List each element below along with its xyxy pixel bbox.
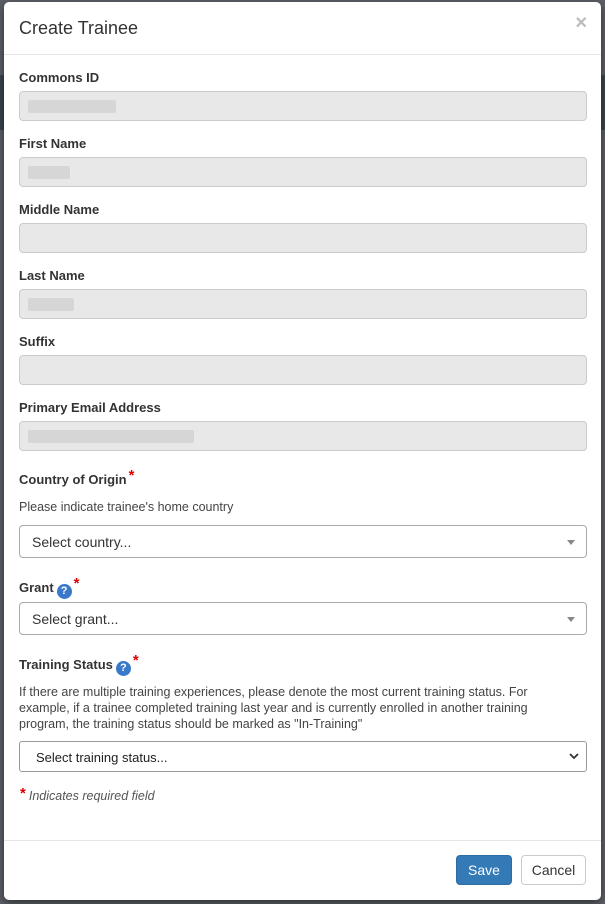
modal-title: Create Trainee	[19, 18, 139, 38]
training-status-label	[19, 652, 139, 676]
training-status-label-text: Training Status	[19, 657, 113, 672]
close-icon[interactable]: ×	[575, 12, 587, 34]
first-name-label: First Name	[19, 136, 87, 151]
redacted-value	[28, 430, 194, 443]
commons-id-label: Commons ID	[19, 70, 100, 85]
redacted-value	[28, 166, 70, 179]
required-field-note	[20, 787, 155, 804]
grant-label	[19, 575, 80, 599]
grant-select-value: Select grant...	[32, 611, 119, 627]
suffix-field[interactable]	[19, 355, 587, 385]
required-marker: *	[20, 785, 26, 802]
help-icon[interactable]: ?	[57, 584, 72, 599]
training-status-select-value: Select training status...	[36, 750, 168, 765]
modal-header	[4, 2, 601, 55]
create-trainee-modal	[4, 2, 601, 900]
redacted-value	[28, 298, 74, 311]
grant-label-text: Grant	[19, 580, 54, 595]
modal-footer-divider	[4, 840, 601, 841]
save-button[interactable]: Save	[456, 855, 512, 885]
training-status-select[interactable]	[19, 741, 587, 772]
cancel-button[interactable]: Cancel	[521, 855, 586, 885]
first-name-field[interactable]	[19, 157, 587, 187]
last-name-field[interactable]	[19, 289, 587, 319]
middle-name-field[interactable]	[19, 223, 587, 253]
country-label-text: Country of Origin	[19, 472, 127, 487]
country-select[interactable]	[19, 525, 587, 558]
last-name-label: Last Name	[19, 268, 85, 283]
training-status-description: If there are multiple training experiences, please denote the most current training status. For example, if a trainee completed training last year and is currently enrolled in another training program, the training status should be marked as "In-Training"	[19, 685, 528, 731]
required-marker: *	[128, 467, 135, 484]
required-marker: *	[73, 575, 80, 592]
required-marker: *	[132, 652, 139, 669]
caret-down-icon	[567, 617, 575, 622]
middle-name-label: Middle Name	[19, 202, 100, 217]
chevron-down-icon	[568, 750, 580, 762]
email-field[interactable]	[19, 421, 587, 451]
suffix-label: Suffix	[19, 334, 56, 349]
grant-select[interactable]	[19, 602, 587, 635]
country-label	[19, 467, 135, 488]
email-label: Primary Email Address	[19, 400, 161, 415]
help-icon[interactable]: ?	[116, 661, 131, 676]
redacted-value	[28, 100, 116, 113]
country-select-value: Select country...	[32, 534, 132, 550]
commons-id-field[interactable]	[19, 91, 587, 121]
country-hint: Please indicate trainee's home country	[19, 500, 234, 514]
required-note-text: Indicates required field	[28, 789, 155, 803]
caret-down-icon	[567, 540, 575, 545]
